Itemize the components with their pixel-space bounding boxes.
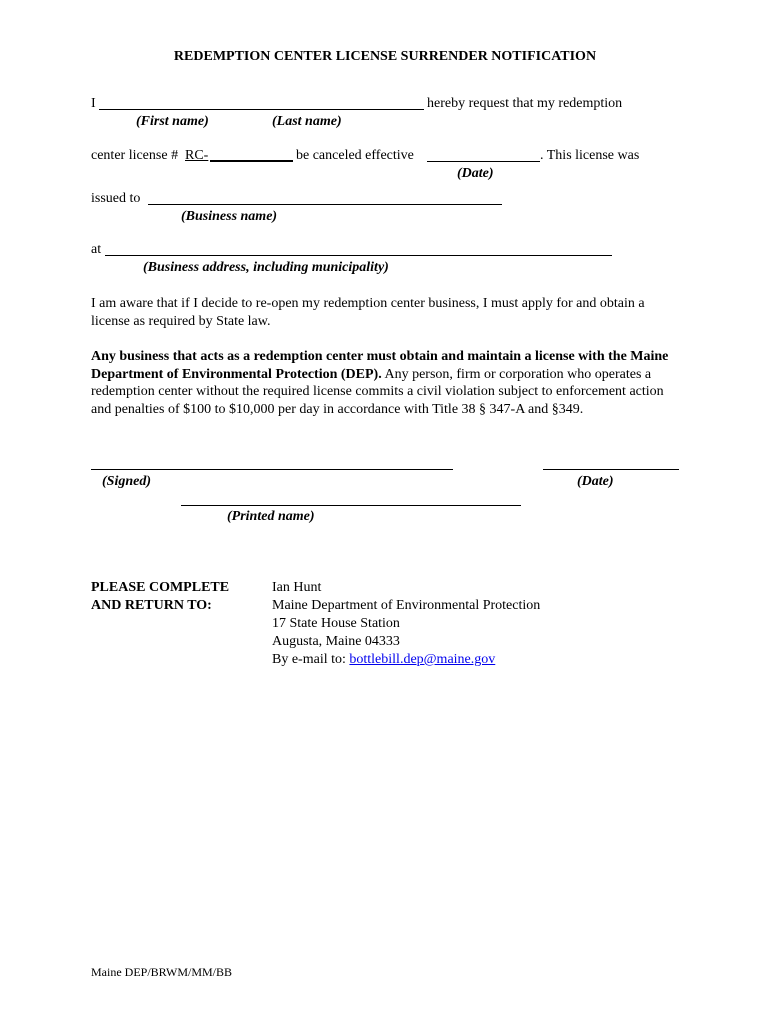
page-title: REDEMPTION CENTER LICENSE SURRENDER NOTIFICATION [173,49,597,64]
return-heading-line1: PLEASE COMPLETE [91,580,230,595]
signature-field[interactable] [91,469,453,470]
aware-paragraph: I am aware that if I decide to re-open my redemption center business, I must apply for and obtain a license as required by State law. [91,296,645,329]
license-middle: be canceled effective [296,148,414,163]
request-prefix: I [91,96,96,111]
notice-bold-text: Any business that acts as a redemption center must obtain and maintain a license with the Maine Department of Environmental Protection (DEP). [91,349,669,382]
license-suffix: . This license was [540,148,640,163]
business-name-field[interactable] [148,204,502,205]
printed-name-field[interactable] [181,505,521,506]
contact-street: 17 State House Station [272,616,400,631]
license-prefix: center license # [91,148,179,163]
rc-prefix: RC- [185,148,209,163]
license-number-field[interactable] [210,160,293,162]
effective-date-field[interactable] [427,161,540,162]
effective-date-label: (Date) [457,166,494,181]
signature-date-label: (Date) [577,474,614,489]
last-name-label: (Last name) [272,114,342,129]
full-name-field[interactable] [99,109,424,110]
contact-name: Ian Hunt [272,580,322,595]
business-address-label: (Business address, including municipality) [143,260,389,275]
email-prefix: By e-mail to: [272,652,346,667]
signature-date-field[interactable] [543,469,679,470]
footer-code: Maine DEP/BRWM/MM/BB [91,965,233,979]
notice-paragraph [91,348,681,418]
notice-regular-text: Any person, firm or corporation who operates a redemption center without the required license commits a civil violation subject to enforcement action and penalties of $100 to $10,000 per day in accordance with Title 38 § 347-A and §349. [91,366,664,417]
request-suffix: hereby request that my redemption [427,96,623,111]
issued-prefix: issued to [91,191,141,206]
contact-org: Maine Department of Environmental Protection [272,598,541,613]
business-address-field[interactable] [105,255,612,256]
return-heading-line2: AND RETURN TO: [91,598,212,613]
first-name-label: (First name) [136,114,209,129]
contact-city: Augusta, Maine 04333 [272,634,400,649]
printed-name-label: (Printed name) [227,509,315,524]
signed-label: (Signed) [102,474,151,489]
email-link[interactable]: bottlebill.dep@maine.gov [349,652,496,667]
address-prefix: at [91,242,102,257]
business-name-label: (Business name) [181,209,278,224]
contact-email-line [272,652,495,668]
